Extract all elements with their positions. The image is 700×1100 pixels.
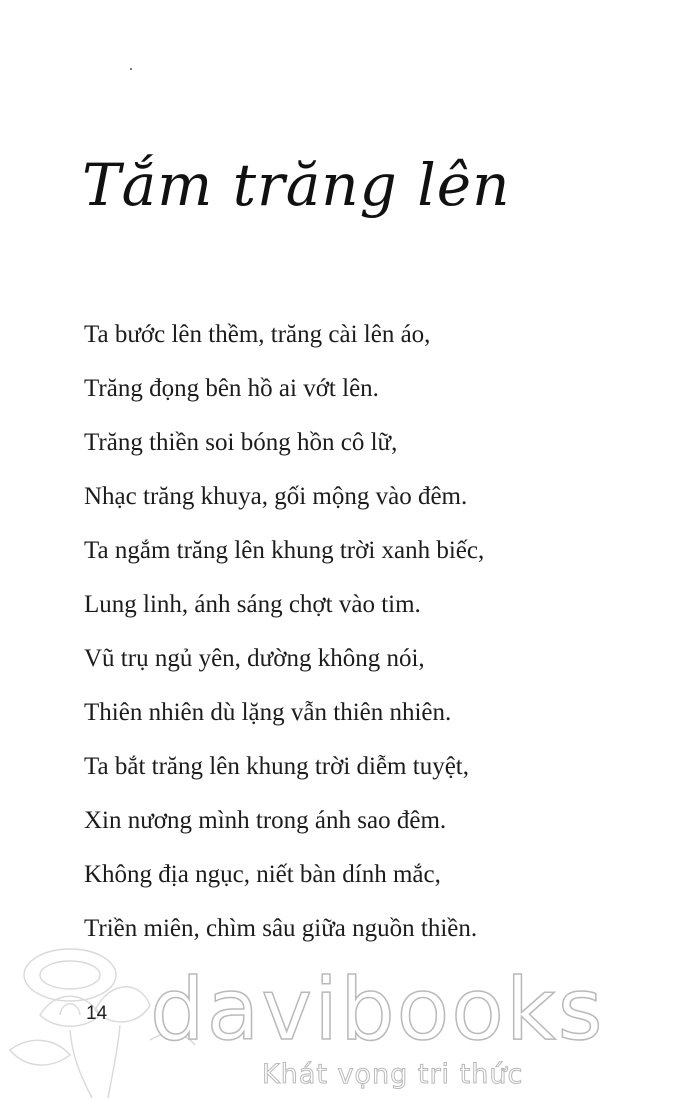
poem-line: Nhạc trăng khuya, gối mộng vào đêm. <box>84 483 468 510</box>
poem-line: Xin nương mình trong ánh sao đêm. <box>84 807 447 834</box>
watermark-brand: davibooks <box>150 960 605 1060</box>
poem-line: Trăng đọng bên hồ ai vớt lên. <box>84 375 379 402</box>
poem-line: Lung linh, ánh sáng chợt vào tim. <box>84 591 421 618</box>
poem-line: Trăng thiền soi bóng hồn cô lữ, <box>84 429 398 456</box>
poem-line: Vũ trụ ngủ yên, dường không nói, <box>84 645 425 672</box>
poem-body <box>84 318 644 966</box>
print-speck <box>130 68 132 70</box>
poem-line: Triền miên, chìm sâu giữa nguồn thiền. <box>84 915 478 942</box>
poem-line: Ta ngắm trăng lên khung trời xanh biếc, <box>84 537 485 564</box>
poem-line: Ta bước lên thềm, trăng cài lên áo, <box>84 321 431 348</box>
poem-line: Ta bắt trăng lên khung trời diễm tuyệt, <box>84 753 469 780</box>
poem-line: Không địa ngục, niết bàn dính mắc, <box>84 861 441 888</box>
watermark-tagline: Khát vọng tri thức <box>262 1059 524 1090</box>
poem-title: Tắm trăng lên <box>82 151 511 219</box>
page-number: 14 <box>86 1003 108 1024</box>
poem-line: Thiên nhiên dù lặng vẫn thiên nhiên. <box>84 699 452 726</box>
